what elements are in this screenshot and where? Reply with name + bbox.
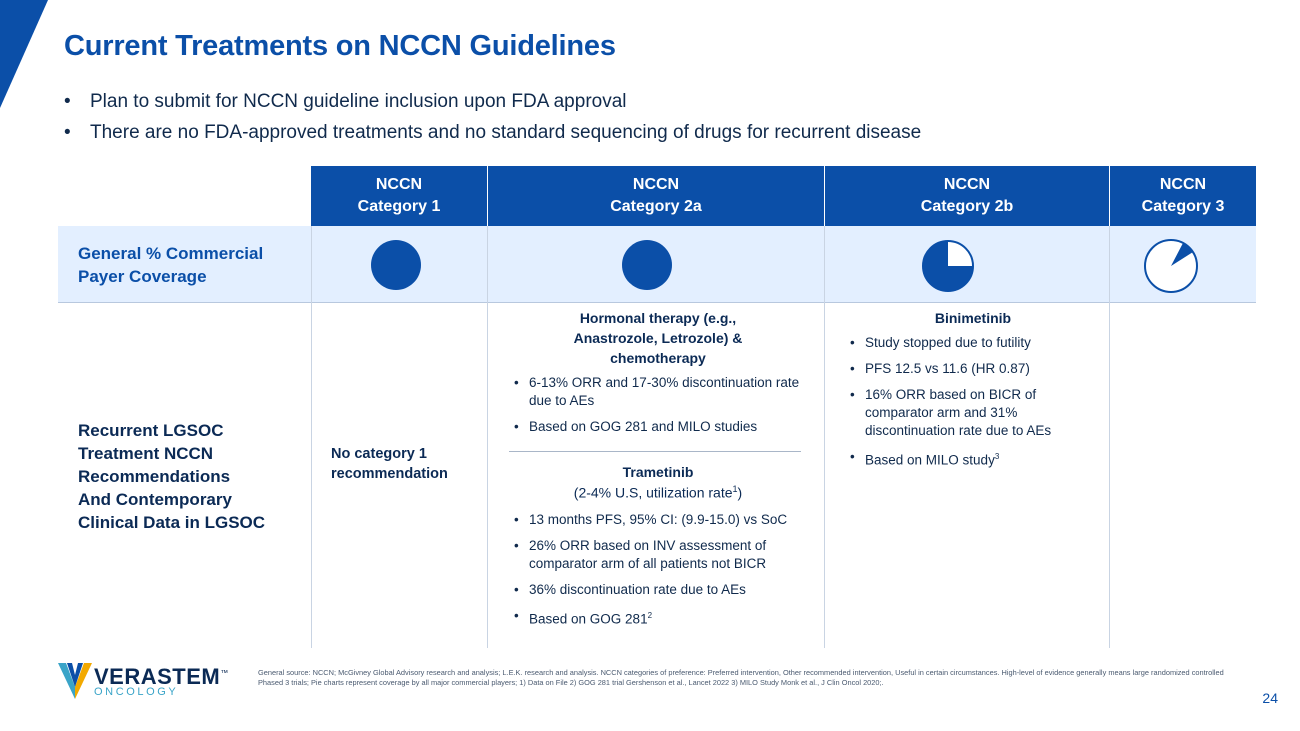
list-item: • Based on MILO study$^3$ [845,448,1085,470]
footnote: General source: NCCN; McGivney Global Advisory research and analysis; L.E.K. research and analysis. NCCN categories of preference: Preferred intervention, Other recommended intervention, Useful in certain circumstances. High-level of evidence generally means large randomized controlled Phased 3 trials; Pie charts represent coverage by all major commercial players; 1) Data on File 2) GOG 281 trial Gershenson et al., Lancet 2022 3) MILO Study Monk et al., J Clin Oncol 2020;. [258,668,1224,688]
coverage-pie-category-1 [370,239,422,291]
header-category-3: NCCN Category 3 [1110,166,1256,226]
page-title: Current Treatments on NCCN Guidelines [64,30,616,62]
intro-bullets [64,86,921,148]
recurrent-row-label: Recurrent LGSOC Treatment NCCN Recommendations And Contemporary Clinical Data in LGSOC [78,421,266,532]
column-divider [487,226,488,648]
coverage-row-label: General % Commercial Payer Coverage [78,244,264,286]
logo-subtitle: ONCOLOGY [94,686,179,698]
logo-wordmark: VERASTEM™ [94,664,229,689]
list-item: • 13 months PFS, 95% CI: (9.9-15.0) vs SoC [509,511,809,529]
binimetinib-list [845,334,1085,478]
list-item: • 36% discontinuation rate due to AEs [509,581,809,599]
header-category-2a: NCCN Category 2a [488,166,824,226]
trametinib-subtitle: (2-4% U.S, utilization rate$^1$) [573,484,743,501]
trametinib-title: Trametinib [622,464,694,480]
section-separator [509,451,801,452]
list-item: • 26% ORR based on INV assessment of comparator arm of all patients not BICR [509,537,809,573]
header-category-1: NCCN Category 1 [311,166,487,226]
coverage-pie-category-2b [921,239,975,293]
verastem-logo-icon [58,661,92,701]
bullet-item: • There are no FDA-approved treatments and no standard sequencing of drugs for recurrent disease [64,122,922,143]
hormonal-therapy-list [509,374,809,444]
corner-accent [0,0,50,110]
nccn-table [58,166,1256,648]
bullet-item: • Plan to submit for NCCN guideline inclusion upon FDA approval [64,91,627,112]
trametinib-list [509,511,809,637]
list-item: • Study stopped due to futility [845,334,1085,352]
list-item: • Based on GOG $281^2$ [509,607,809,629]
column-divider [1109,226,1110,648]
category-1-note: No category 1 recommendation [331,446,448,482]
hormonal-therapy-title: Hormonal therapy (e.g., Anastrozole, Letrozole) & chemotherapy [573,310,743,366]
coverage-pie-category-3 [1143,238,1199,294]
column-divider [311,226,312,648]
list-item: • 6-13% ORR and 17-30% discontinuation rate due to AEs [509,374,809,410]
list-item: • Based on GOG 281 and MILO studies [509,418,809,436]
column-divider [824,226,825,648]
list-item: • PFS 12.5 vs 11.6 (HR 0.87) [845,360,1085,378]
binimetinib-title: Binimetinib [934,310,1012,326]
header-category-2b: NCCN Category 2b [825,166,1109,226]
page-number: 24 [1262,690,1278,706]
list-item: • 16% ORR based on BICR of comparator arm and 31% discontinuation rate due to AEs [845,386,1085,440]
coverage-pie-category-2a [621,239,673,291]
